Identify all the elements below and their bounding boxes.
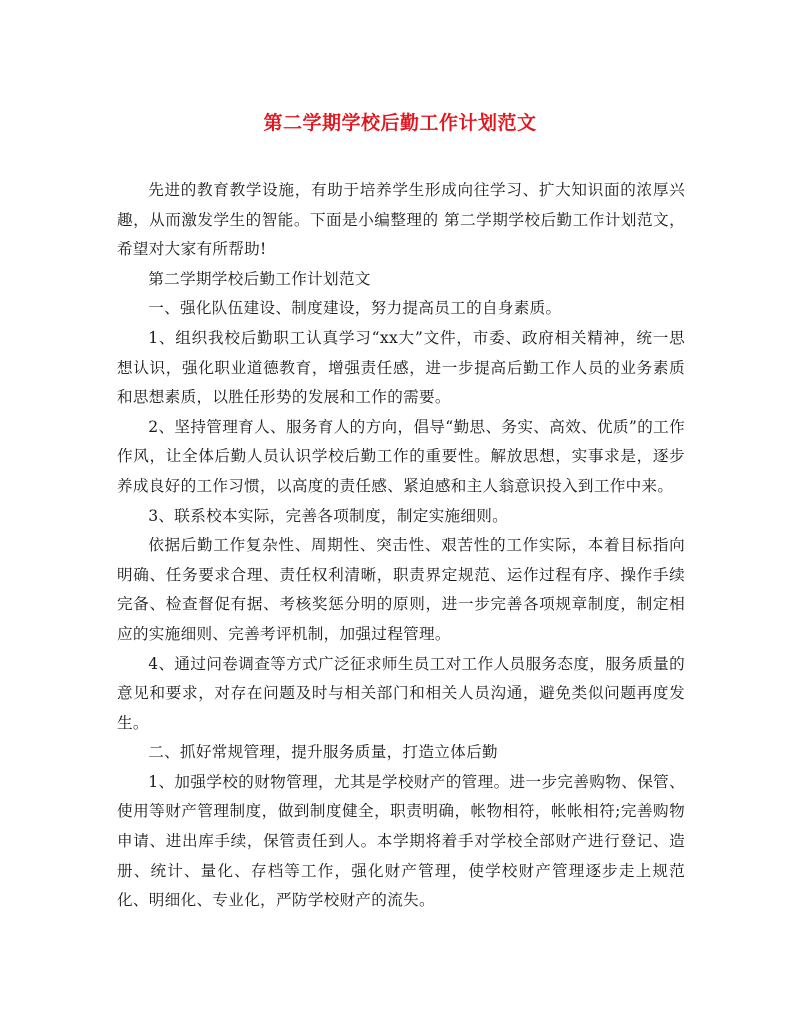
body-paragraph: 1、加强学校的财物管理，尤其是学校财产的管理。进一步完善购物、保管、使用等财产管理制度，做到制度健全，职责明确，帐物相符，帐帐相符;完善购物申请、进出库手续，保管责任到人。本学期将着手对学校全部财产进行登记、造册、统计、量化、存档等工作，强化财产管理，使学校财产管理逐步走上规范化、明细化、专业化，严防学校财产的流失。	[117, 772, 685, 910]
subtitle-paragraph: 第二学期学校后勤工作计划范文	[148, 269, 371, 288]
document-body	[117, 176, 685, 916]
body-paragraph: 1、组织我校后勤职工认真学习“xx大”文件，市委、政府相关精神，统一思想认识，强化职业道德教育，增强责任感，进一步提高后勤工作人员的业务素质和思想素质，以胜任形势的发展和工作的需要。	[117, 328, 685, 407]
body-paragraph: 2、坚持管理育人、服务育人的方向，倡导“勤思、务实、高效、优质”的工作作风，让全体后勤人员认识学校后勤工作的重要性。解放思想，实事求是，逐步养成良好的工作习惯，以高度的责任感、紧迫感和主人翁意识投入到工作中来。	[117, 417, 685, 495]
section-heading-2: 二、抓好常规管理，提升服务质量，打造立体后勤	[148, 743, 498, 762]
body-paragraph: 依据后勤工作复杂性、周期性、突击性、艰苦性的工作实际，本着目标指向明确、任务要求合理、责任权利清晰，职责界定规范、运作过程有序、操作手续完备、检查督促有据、考核奖惩分明的原则，进一步完善各项规章制度，制定相应的实施细则、完善考评机制，加强过程管理。	[117, 536, 685, 643]
body-paragraph: 4、通过问卷调查等方式广泛征求师生员工对工作人员服务态度，服务质量的意见和要求，对存在问题及时与相关部门和相关人员沟通，避免类似问题再度发生。	[117, 654, 685, 732]
body-paragraph: 3、联系校本实际，完善各项制度，制定实施细则。	[148, 506, 509, 525]
section-heading-1: 一、强化队伍建设、制度建设，努力提高员工的自身素质。	[148, 299, 562, 318]
document-title: 第二学期学校后勤工作计划范文	[263, 112, 537, 134]
intro-paragraph: 先进的教育教学设施，有助于培养学生形成向往学习、扩大知识面的浓厚兴趣，从而激发学生的智能。下面是小编整理的 第二学期学校后勤工作计划范文，希望对大家有所帮助!	[117, 181, 685, 259]
